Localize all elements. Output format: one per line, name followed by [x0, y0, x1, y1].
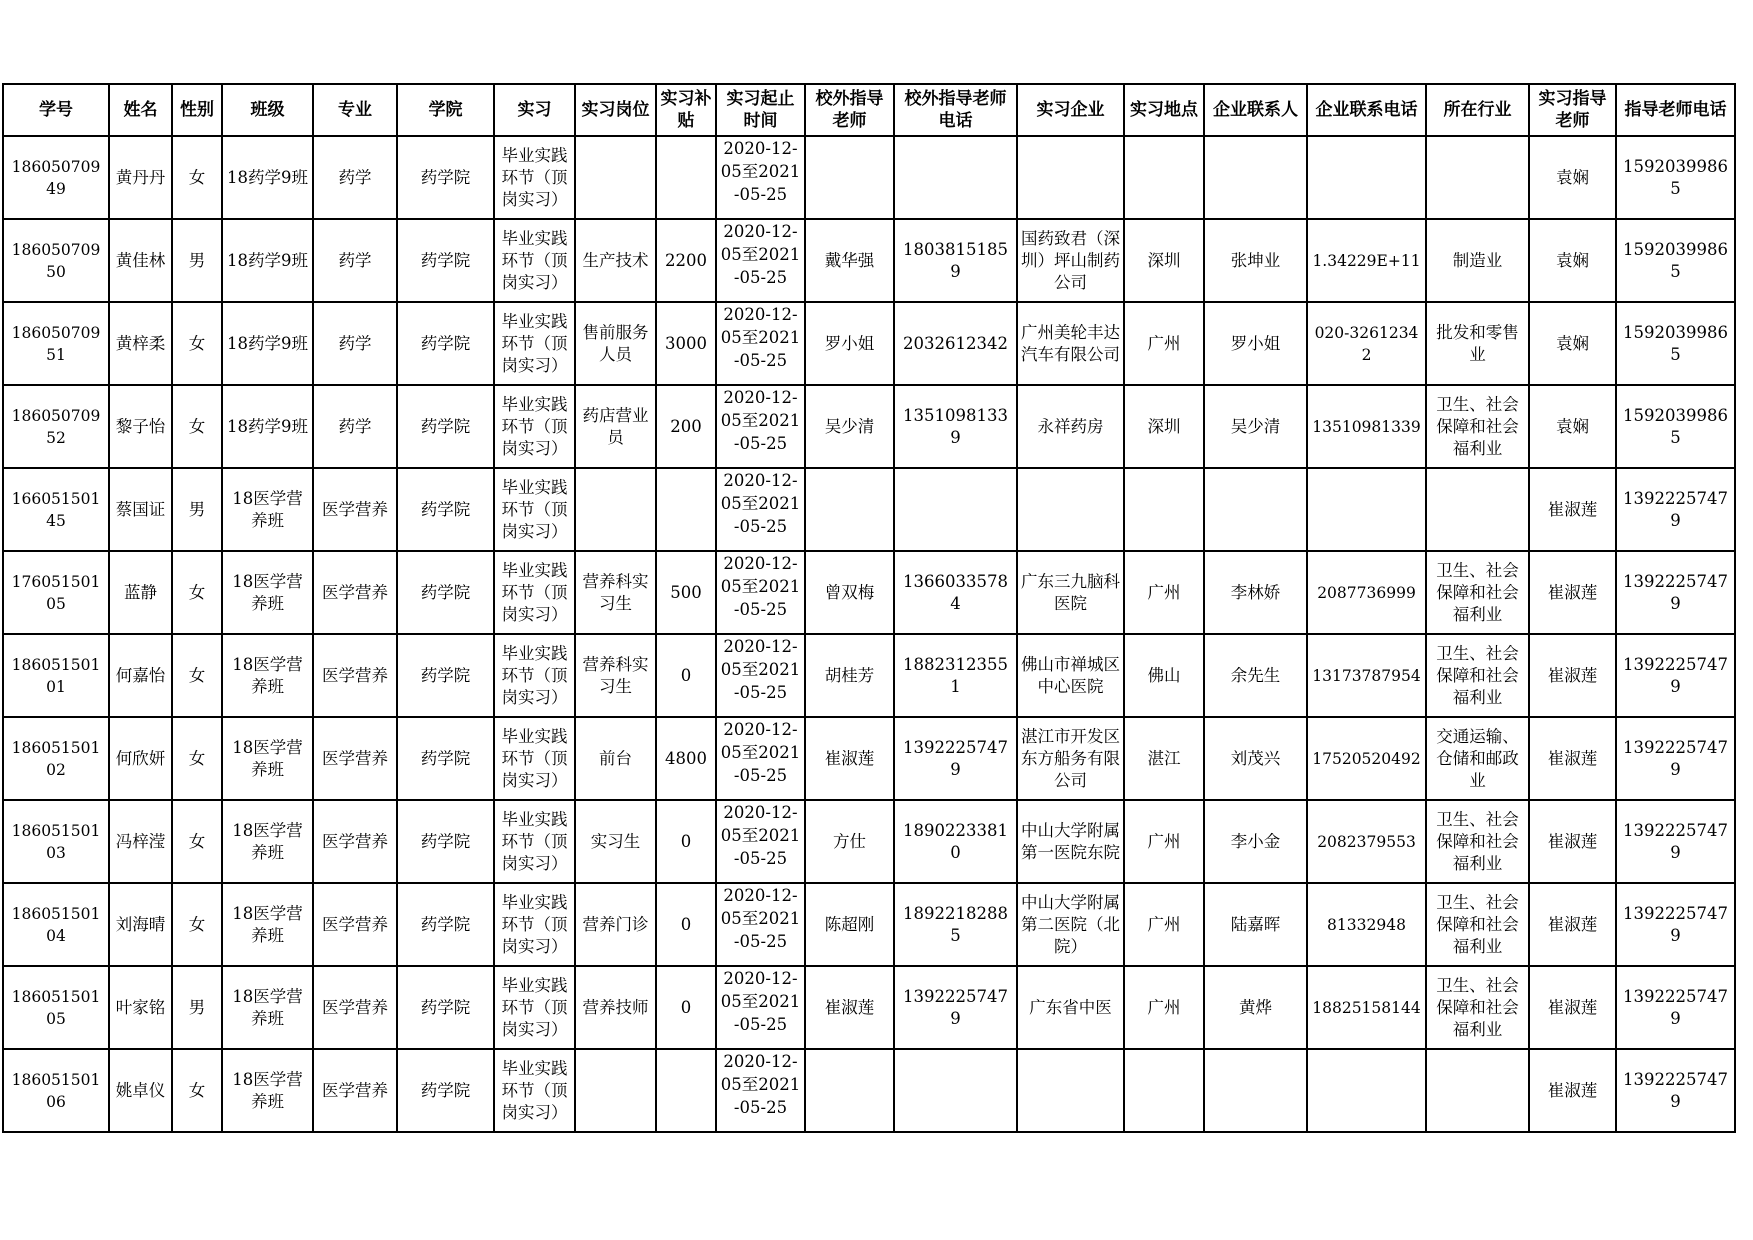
tutor-phone-cell: 13922257479: [1616, 634, 1735, 717]
internship-type-cell: 毕业实践环节（顶岗实习）: [494, 551, 575, 634]
gender-cell: 女: [172, 1049, 222, 1132]
contact-cell: 李小金: [1204, 800, 1307, 883]
post-cell: 实习生: [575, 800, 656, 883]
tutor-cell: 崔淑莲: [1529, 1049, 1616, 1132]
header-cell: 企业联系电话: [1307, 84, 1426, 136]
header-cell: 实习地点: [1124, 84, 1204, 136]
table-row: [3, 302, 1735, 385]
name-cell: 黄梓柔: [109, 302, 172, 385]
contact-phone-cell: 13173787954: [1307, 634, 1426, 717]
period-text: 2020-12-05至2021-05-25: [720, 886, 801, 951]
gender-cell: 女: [172, 800, 222, 883]
ext-tutor-cell: [805, 468, 894, 551]
period-text: 2020-12-05至2021-05-25: [720, 554, 801, 619]
contact-phone-cell: 18825158144: [1307, 966, 1426, 1049]
contact-phone-cell: 1.34229E+11: [1307, 219, 1426, 302]
industry-cell: 卫生、社会保障和社会福利业: [1426, 385, 1529, 468]
major-cell: 药学: [313, 136, 397, 219]
ext-tutor-cell: 戴华强: [805, 219, 894, 302]
name-cell: 蓝静: [109, 551, 172, 634]
period-text: 2020-12-05至2021-05-25: [720, 803, 801, 868]
company-cell: 中山大学附属第一医院东院: [1017, 800, 1124, 883]
college-cell: 药学院: [397, 551, 494, 634]
post-cell: 药店营业员: [575, 385, 656, 468]
ext-tutor-cell: 曾双梅: [805, 551, 894, 634]
college-cell: 药学院: [397, 883, 494, 966]
table-row: [3, 717, 1735, 800]
internship-type-cell: 毕业实践环节（顶岗实习）: [494, 717, 575, 800]
industry-cell: 卫生、社会保障和社会福利业: [1426, 966, 1529, 1049]
location-cell: 佛山: [1124, 634, 1204, 717]
subsidy-cell: [656, 1049, 716, 1132]
student-id-cell: 18605150101: [3, 634, 109, 717]
internship-type-cell: 毕业实践环节（顶岗实习）: [494, 468, 575, 551]
post-cell: 营养科实习生: [575, 551, 656, 634]
company-cell: 佛山市禅城区中心医院: [1017, 634, 1124, 717]
company-cell: 永祥药房: [1017, 385, 1124, 468]
gender-cell: 男: [172, 468, 222, 551]
contact-phone-cell: 17520520492: [1307, 717, 1426, 800]
table-row: [3, 634, 1735, 717]
name-cell: 叶家铭: [109, 966, 172, 1049]
subsidy-cell: [656, 468, 716, 551]
class-cell: 18药学9班: [222, 219, 313, 302]
gender-cell: 女: [172, 634, 222, 717]
major-cell: 医学营养: [313, 468, 397, 551]
header-cell: 班级: [222, 84, 313, 136]
college-cell: 药学院: [397, 219, 494, 302]
subsidy-cell: 0: [656, 966, 716, 1049]
period-text: 2020-12-05至2021-05-25: [720, 1052, 801, 1117]
tutor-cell: 袁娴: [1529, 302, 1616, 385]
student-id-cell: 18605070952: [3, 385, 109, 468]
student-id-cell: 18605070950: [3, 219, 109, 302]
tutor-phone-cell: 13922257479: [1616, 1049, 1735, 1132]
class-cell: 18药学9班: [222, 136, 313, 219]
internship-table: [2, 83, 1736, 1133]
contact-phone-cell: 81332948: [1307, 883, 1426, 966]
table-row: [3, 551, 1735, 634]
industry-cell: 卫生、社会保障和社会福利业: [1426, 551, 1529, 634]
ext-tutor-cell: 陈超刚: [805, 883, 894, 966]
industry-cell: [1426, 136, 1529, 219]
ext-tutor-cell: 崔淑莲: [805, 966, 894, 1049]
header-row: [3, 84, 1735, 136]
company-cell: 广东三九脑科医院: [1017, 551, 1124, 634]
table-row: [3, 966, 1735, 1049]
ext-tutor-phone-cell: 13660335784: [894, 551, 1017, 634]
location-cell: [1124, 1049, 1204, 1132]
table-row: [3, 883, 1735, 966]
contact-cell: [1204, 468, 1307, 551]
internship-type-cell: 毕业实践环节（顶岗实习）: [494, 883, 575, 966]
contact-phone-cell: [1307, 136, 1426, 219]
company-cell: 湛江市开发区东方船务有限公司: [1017, 717, 1124, 800]
post-cell: [575, 136, 656, 219]
contact-phone-cell: 13510981339: [1307, 385, 1426, 468]
location-cell: 广州: [1124, 551, 1204, 634]
company-cell: [1017, 136, 1124, 219]
class-cell: 18医学营养班: [222, 717, 313, 800]
tutor-cell: 崔淑莲: [1529, 883, 1616, 966]
header-cell: 校外指导老师: [805, 84, 894, 136]
major-cell: 医学营养: [313, 634, 397, 717]
period-text: 2020-12-05至2021-05-25: [720, 720, 801, 785]
major-cell: 医学营养: [313, 800, 397, 883]
name-cell: 何嘉怡: [109, 634, 172, 717]
college-cell: 药学院: [397, 966, 494, 1049]
college-cell: 药学院: [397, 1049, 494, 1132]
subsidy-cell: 0: [656, 800, 716, 883]
header-cell: 学号: [3, 84, 109, 136]
college-cell: 药学院: [397, 468, 494, 551]
class-cell: 18医学营养班: [222, 883, 313, 966]
company-cell: [1017, 468, 1124, 551]
table-row: [3, 219, 1735, 302]
ext-tutor-cell: [805, 136, 894, 219]
ext-tutor-phone-cell: 18922182885: [894, 883, 1017, 966]
gender-cell: 男: [172, 966, 222, 1049]
header-cell: 校外指导老师电话: [894, 84, 1017, 136]
table-body: [3, 136, 1735, 1132]
company-cell: 广州美轮丰达汽车有限公司: [1017, 302, 1124, 385]
ext-tutor-phone-cell: 13922257479: [894, 966, 1017, 1049]
tutor-cell: 袁娴: [1529, 385, 1616, 468]
college-cell: 药学院: [397, 385, 494, 468]
gender-cell: 女: [172, 302, 222, 385]
contact-cell: [1204, 136, 1307, 219]
name-cell: 刘海晴: [109, 883, 172, 966]
tutor-phone-cell: 15920399865: [1616, 136, 1735, 219]
header-cell: 所在行业: [1426, 84, 1529, 136]
contact-cell: 余先生: [1204, 634, 1307, 717]
subsidy-cell: 200: [656, 385, 716, 468]
industry-cell: [1426, 468, 1529, 551]
college-cell: 药学院: [397, 717, 494, 800]
major-cell: 药学: [313, 385, 397, 468]
subsidy-cell: 0: [656, 634, 716, 717]
tutor-cell: 袁娴: [1529, 136, 1616, 219]
period-text: 2020-12-05至2021-05-25: [720, 637, 801, 702]
post-cell: 生产技术: [575, 219, 656, 302]
major-cell: 药学: [313, 219, 397, 302]
ext-tutor-phone-cell: [894, 136, 1017, 219]
student-id-cell: 18605070949: [3, 136, 109, 219]
header-cell: 实习指导老师: [1529, 84, 1616, 136]
college-cell: 药学院: [397, 800, 494, 883]
contact-phone-cell: 020-32612342: [1307, 302, 1426, 385]
industry-cell: 批发和零售业: [1426, 302, 1529, 385]
company-cell: [1017, 1049, 1124, 1132]
post-cell: 营养技师: [575, 966, 656, 1049]
location-cell: 广州: [1124, 966, 1204, 1049]
period-cell: [716, 1049, 805, 1132]
company-cell: 国药致君（深圳）坪山制药公司: [1017, 219, 1124, 302]
location-cell: [1124, 468, 1204, 551]
header-cell: 学院: [397, 84, 494, 136]
company-cell: 中山大学附属第二医院（北院）: [1017, 883, 1124, 966]
ext-tutor-cell: [805, 1049, 894, 1132]
class-cell: 18医学营养班: [222, 800, 313, 883]
table-row: [3, 468, 1735, 551]
post-cell: 前台: [575, 717, 656, 800]
tutor-phone-cell: 13922257479: [1616, 468, 1735, 551]
header-cell: 实习: [494, 84, 575, 136]
student-id-cell: 18605150106: [3, 1049, 109, 1132]
gender-cell: 女: [172, 385, 222, 468]
tutor-phone-cell: 15920399865: [1616, 219, 1735, 302]
header-cell: 实习补贴: [656, 84, 716, 136]
post-cell: 营养门诊: [575, 883, 656, 966]
header-cell: 企业联系人: [1204, 84, 1307, 136]
ext-tutor-phone-cell: 2032612342: [894, 302, 1017, 385]
name-cell: 黄丹丹: [109, 136, 172, 219]
subsidy-cell: 2200: [656, 219, 716, 302]
college-cell: 药学院: [397, 302, 494, 385]
internship-type-cell: 毕业实践环节（顶岗实习）: [494, 385, 575, 468]
contact-cell: 刘茂兴: [1204, 717, 1307, 800]
class-cell: 18医学营养班: [222, 1049, 313, 1132]
tutor-phone-cell: 15920399865: [1616, 385, 1735, 468]
location-cell: [1124, 136, 1204, 219]
major-cell: 药学: [313, 302, 397, 385]
period-cell: [716, 136, 805, 219]
major-cell: 医学营养: [313, 717, 397, 800]
tutor-cell: 崔淑莲: [1529, 468, 1616, 551]
contact-cell: 李林娇: [1204, 551, 1307, 634]
name-cell: 黄佳林: [109, 219, 172, 302]
gender-cell: 女: [172, 717, 222, 800]
tutor-phone-cell: 13922257479: [1616, 551, 1735, 634]
location-cell: 湛江: [1124, 717, 1204, 800]
student-id-cell: 16605150145: [3, 468, 109, 551]
industry-cell: 制造业: [1426, 219, 1529, 302]
subsidy-cell: 3000: [656, 302, 716, 385]
ext-tutor-phone-cell: [894, 468, 1017, 551]
location-cell: 广州: [1124, 883, 1204, 966]
post-cell: 售前服务人员: [575, 302, 656, 385]
period-text: 2020-12-05至2021-05-25: [720, 388, 801, 453]
class-cell: 18医学营养班: [222, 551, 313, 634]
contact-cell: 吴少清: [1204, 385, 1307, 468]
table-row: [3, 136, 1735, 219]
period-cell: [716, 219, 805, 302]
student-id-cell: 17605150105: [3, 551, 109, 634]
industry-cell: 交通运输、仓储和邮政业: [1426, 717, 1529, 800]
period-cell: [716, 717, 805, 800]
ext-tutor-cell: 吴少清: [805, 385, 894, 468]
name-cell: 姚卓仪: [109, 1049, 172, 1132]
tutor-cell: 崔淑莲: [1529, 634, 1616, 717]
subsidy-cell: 500: [656, 551, 716, 634]
gender-cell: 女: [172, 551, 222, 634]
period-text: 2020-12-05至2021-05-25: [720, 139, 801, 204]
table-row: [3, 1049, 1735, 1132]
student-id-cell: 18605150105: [3, 966, 109, 1049]
tutor-phone-cell: 13922257479: [1616, 717, 1735, 800]
class-cell: 18医学营养班: [222, 468, 313, 551]
header-cell: 实习企业: [1017, 84, 1124, 136]
tutor-phone-cell: 15920399865: [1616, 302, 1735, 385]
header-cell: 性别: [172, 84, 222, 136]
ext-tutor-phone-cell: 13510981339: [894, 385, 1017, 468]
class-cell: 18医学营养班: [222, 634, 313, 717]
period-text: 2020-12-05至2021-05-25: [720, 471, 801, 536]
contact-phone-cell: [1307, 468, 1426, 551]
location-cell: 广州: [1124, 302, 1204, 385]
period-text: 2020-12-05至2021-05-25: [720, 305, 801, 370]
name-cell: 冯梓滢: [109, 800, 172, 883]
contact-phone-cell: [1307, 1049, 1426, 1132]
internship-type-cell: 毕业实践环节（顶岗实习）: [494, 966, 575, 1049]
location-cell: 深圳: [1124, 219, 1204, 302]
header-cell: 指导老师电话: [1616, 84, 1735, 136]
name-cell: 何欣妍: [109, 717, 172, 800]
location-cell: 深圳: [1124, 385, 1204, 468]
contact-phone-cell: 2082379553: [1307, 800, 1426, 883]
major-cell: 医学营养: [313, 551, 397, 634]
student-id-cell: 18605070951: [3, 302, 109, 385]
period-cell: [716, 385, 805, 468]
header-cell: 实习岗位: [575, 84, 656, 136]
table-row: [3, 385, 1735, 468]
location-cell: 广州: [1124, 800, 1204, 883]
contact-cell: 罗小姐: [1204, 302, 1307, 385]
period-cell: [716, 883, 805, 966]
gender-cell: 男: [172, 219, 222, 302]
period-cell: [716, 551, 805, 634]
period-cell: [716, 800, 805, 883]
header-cell: 实习起止时间: [716, 84, 805, 136]
major-cell: 医学营养: [313, 1049, 397, 1132]
internship-type-cell: 毕业实践环节（顶岗实习）: [494, 219, 575, 302]
major-cell: 医学营养: [313, 966, 397, 1049]
gender-cell: 女: [172, 883, 222, 966]
contact-phone-cell: 2087736999: [1307, 551, 1426, 634]
contact-cell: 张坤业: [1204, 219, 1307, 302]
ext-tutor-cell: 方仕: [805, 800, 894, 883]
class-cell: 18医学营养班: [222, 966, 313, 1049]
industry-cell: 卫生、社会保障和社会福利业: [1426, 800, 1529, 883]
internship-type-cell: 毕业实践环节（顶岗实习）: [494, 136, 575, 219]
post-cell: [575, 468, 656, 551]
class-cell: 18药学9班: [222, 302, 313, 385]
tutor-phone-cell: 13922257479: [1616, 966, 1735, 1049]
period-text: 2020-12-05至2021-05-25: [720, 969, 801, 1034]
major-cell: 医学营养: [313, 883, 397, 966]
ext-tutor-cell: 罗小姐: [805, 302, 894, 385]
ext-tutor-phone-cell: [894, 1049, 1017, 1132]
period-text: 2020-12-05至2021-05-25: [720, 222, 801, 287]
industry-cell: 卫生、社会保障和社会福利业: [1426, 634, 1529, 717]
internship-type-cell: 毕业实践环节（顶岗实习）: [494, 302, 575, 385]
company-cell: 广东省中医: [1017, 966, 1124, 1049]
subsidy-cell: 4800: [656, 717, 716, 800]
internship-type-cell: 毕业实践环节（顶岗实习）: [494, 1049, 575, 1132]
name-cell: 黎子怡: [109, 385, 172, 468]
table-row: [3, 800, 1735, 883]
ext-tutor-phone-cell: 18038151859: [894, 219, 1017, 302]
industry-cell: 卫生、社会保障和社会福利业: [1426, 883, 1529, 966]
contact-cell: 黄烨: [1204, 966, 1307, 1049]
period-cell: [716, 634, 805, 717]
header-cell: 姓名: [109, 84, 172, 136]
ext-tutor-cell: 崔淑莲: [805, 717, 894, 800]
tutor-cell: 崔淑莲: [1529, 966, 1616, 1049]
subsidy-cell: 0: [656, 883, 716, 966]
name-cell: 蔡国证: [109, 468, 172, 551]
header-cell: 专业: [313, 84, 397, 136]
period-cell: [716, 468, 805, 551]
ext-tutor-phone-cell: 13922257479: [894, 717, 1017, 800]
internship-type-cell: 毕业实践环节（顶岗实习）: [494, 634, 575, 717]
tutor-cell: 袁娴: [1529, 219, 1616, 302]
industry-cell: [1426, 1049, 1529, 1132]
student-id-cell: 18605150103: [3, 800, 109, 883]
college-cell: 药学院: [397, 136, 494, 219]
ext-tutor-phone-cell: 18902233810: [894, 800, 1017, 883]
internship-type-cell: 毕业实践环节（顶岗实习）: [494, 800, 575, 883]
period-cell: [716, 302, 805, 385]
post-cell: 营养科实习生: [575, 634, 656, 717]
tutor-phone-cell: 13922257479: [1616, 800, 1735, 883]
student-id-cell: 18605150102: [3, 717, 109, 800]
ext-tutor-cell: 胡桂芳: [805, 634, 894, 717]
college-cell: 药学院: [397, 634, 494, 717]
post-cell: [575, 1049, 656, 1132]
subsidy-cell: [656, 136, 716, 219]
period-cell: [716, 966, 805, 1049]
tutor-cell: 崔淑莲: [1529, 551, 1616, 634]
class-cell: 18药学9班: [222, 385, 313, 468]
ext-tutor-phone-cell: 18823123551: [894, 634, 1017, 717]
gender-cell: 女: [172, 136, 222, 219]
contact-cell: [1204, 1049, 1307, 1132]
contact-cell: 陆嘉晖: [1204, 883, 1307, 966]
tutor-cell: 崔淑莲: [1529, 800, 1616, 883]
student-id-cell: 18605150104: [3, 883, 109, 966]
tutor-phone-cell: 13922257479: [1616, 883, 1735, 966]
tutor-cell: 崔淑莲: [1529, 717, 1616, 800]
